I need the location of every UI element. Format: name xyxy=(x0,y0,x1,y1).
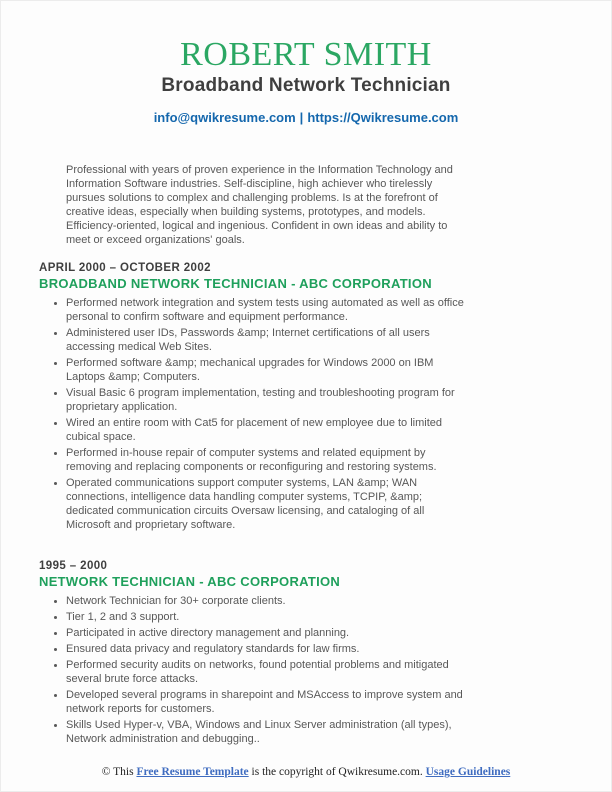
bullet-item: • Participated in active directory management and planning. xyxy=(66,626,468,640)
bullet-item: • Operated communications support computer systems, LAN &amp; WAN connections, intelligence data handling computer systems, TCPIP, &amp; dedicated communication circuits Oversaw licensing, and cataloging of all Microsoft and proprietary software. xyxy=(66,476,468,532)
candidate-name: ROBERT SMITH xyxy=(180,36,432,73)
summary-paragraph: Professional with years of proven experience in the Information Technology and Information Software industries. Self-discipline, high achiever who tirelessly pursues solutions to complex and challenging problems. Is at the forefront of creative ideas, especially when building systems, prototypes, and models. Efficiency-oriented, logical and ingenious. Confident in own ideas and ability to meet or exceed organizations' goals. xyxy=(66,164,453,246)
bullet-item: • Tier 1, 2 and 3 support. xyxy=(66,610,468,624)
job-title: Broadband Network Technician xyxy=(161,75,451,96)
experience-section xyxy=(39,261,611,532)
email-link[interactable]: info@qwikresume.com xyxy=(153,110,296,125)
bullet-item: • Performed in-house repair of computer systems and related equipment by removing and replacing components or reconfiguring and restoring systems. xyxy=(66,446,468,474)
bullet-item: • Administered user IDs, Passwords &amp; Internet certifications of all users accessing medical Web Sites. xyxy=(66,326,468,354)
footer-text-middle: is the copyright of Qwikresume.com. xyxy=(248,766,426,778)
usage-guidelines-link[interactable]: Usage Guidelines xyxy=(425,766,511,778)
bullet-item: • Performed network integration and system tests using automated as well as office personal to confirm software and equipment performance. xyxy=(66,296,468,324)
bullet-item: • Performed security audits on networks, found potential problems and mitigated several brute force attacks. xyxy=(66,658,468,686)
section-heading: NETWORK TECHNICIAN - ABC CORPORATION xyxy=(39,574,341,589)
website-link[interactable]: https://Qwikresume.com xyxy=(307,110,459,125)
experience-sections xyxy=(39,261,611,746)
experience-section xyxy=(39,559,611,746)
footer-text-prefix: © This xyxy=(101,766,137,778)
free-resume-template-link[interactable]: Free Resume Template xyxy=(136,766,249,778)
section-dates: 1995 – 2000 xyxy=(39,560,108,572)
bullet-item: • Skills Used Hyper-v, VBA, Windows and Linux Server administration (all types), Network administration and debugging.. xyxy=(66,718,468,746)
bullet-item: • Ensured data privacy and regulatory standards for law firms. xyxy=(66,642,468,656)
footer xyxy=(1,766,611,778)
bullet-item: • Network Technician for 30+ corporate clients. xyxy=(66,594,468,608)
contact-line xyxy=(1,110,611,125)
bullet-list xyxy=(39,296,468,532)
bullet-item: • Wired an entire room with Cat5 for placement of new employee due to limited cubical space. xyxy=(66,416,468,444)
bullet-item: • Developed several programs in sharepoint and MSAccess to improve system and network reports for customers. xyxy=(66,688,468,716)
bullet-item: • Visual Basic 6 program implementation, testing and troubleshooting program for proprietary application. xyxy=(66,386,468,414)
bullet-item: • Performed software &amp; mechanical upgrades for Windows 2000 on IBM Laptops &amp; Computers. xyxy=(66,356,468,384)
section-heading: BROADBAND NETWORK TECHNICIAN - ABC CORPORATION xyxy=(39,276,432,291)
section-dates: APRIL 2000 – OCTOBER 2002 xyxy=(39,262,211,274)
contact-separator: | xyxy=(299,110,304,125)
bullet-list xyxy=(39,594,468,746)
resume-header xyxy=(1,1,611,125)
